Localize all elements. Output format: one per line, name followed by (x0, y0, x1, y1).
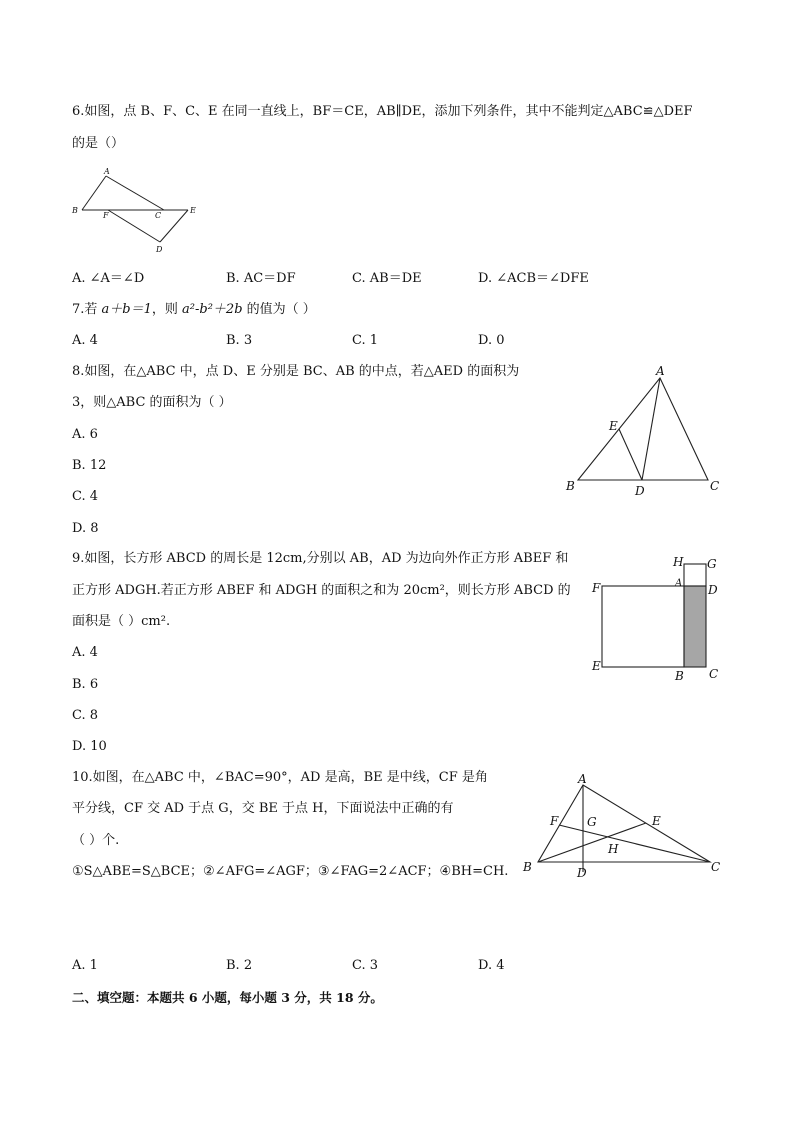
q10-stem-line1: 10.如图，在△ABC 中，∠BAC=90°，AD 是高，BE 是中线，CF 是角 (72, 770, 488, 785)
q9-label-d: D (708, 583, 718, 597)
q9-option-d: D. 10 (72, 739, 107, 754)
q8-label-e: E (609, 419, 618, 433)
q9-label-e: E (592, 659, 601, 673)
q10-label-a: A (578, 772, 587, 786)
q6-label-a: A (104, 167, 110, 176)
q7-option-a: A. 4 (72, 333, 98, 348)
q7-option-b: B. 3 (226, 333, 253, 348)
q10-stem-line3: （ ）个. (72, 833, 120, 848)
q10-label-f: F (550, 814, 559, 828)
q6-label-b: B (72, 206, 78, 215)
q9-label-h: H (673, 555, 684, 569)
q8-option-d: D. 8 (72, 521, 99, 536)
q7-stem-expr: a＋b＝1 (101, 302, 152, 317)
q7-stem-expr2: a²-b²＋2b (182, 302, 243, 317)
q9-figure (588, 550, 728, 690)
q8-option-c: C. 4 (72, 489, 99, 504)
q10-option-a: A. 1 (72, 958, 98, 973)
q8-option-b: B. 12 (72, 458, 107, 473)
q9-option-a: A. 4 (72, 645, 98, 660)
q10-label-b: B (523, 860, 532, 874)
q6-label-c: C (155, 211, 162, 220)
q9-stem-line2: 正方形 ADGH.若正方形 ABEF 和 ADGH 的面积之和为 20cm²，则长方形 ABCD 的 (72, 583, 571, 598)
q7-stem-mid: ，则 (151, 302, 183, 317)
q10-label-c: C (711, 860, 721, 874)
q9-label-a: A (675, 578, 683, 589)
q8-figure (562, 364, 732, 499)
q6-figure (68, 166, 208, 256)
q8-label-b: B (566, 479, 575, 493)
q9-label-b: B (675, 669, 684, 683)
q10-stem-line2: 平分线，CF 交 AD 于点 G，交 BE 于点 H，下面说法中正确的有 (72, 801, 454, 816)
q10-stem-line4: ①S△ABE=S△BCE；②∠AFG=∠AGF；③∠FAG=2∠ACF；④BH=CH. (72, 864, 509, 879)
q6-label-f: F (103, 211, 109, 220)
q7-option-d: D. 0 (478, 333, 505, 348)
q8-stem-line1: 8.如图，在△ABC 中，点 D、E 分别是 BC、AB 的中点，若△AED 的面积为 (72, 364, 520, 379)
q6-option-b: B. AC＝DF (226, 271, 296, 286)
q8-label-a: A (656, 364, 665, 378)
q9-label-f: F (592, 581, 601, 595)
q10-option-b: B. 2 (226, 958, 253, 973)
q10-option-d: D. 4 (478, 958, 505, 973)
q9-label-c: C (709, 667, 719, 681)
q9-option-c: C. 8 (72, 708, 99, 723)
q6-stem-line1: 6.如图，点 B、F、C、E 在同一直线上，BF＝CE，AB∥DE，添加下列条件，其中不能判定△ABC≌△DEF (72, 104, 693, 119)
q6-stem-line2: 的是（） (72, 136, 125, 151)
q9-option-b: B. 6 (72, 677, 99, 692)
q8-option-a: A. 6 (72, 427, 98, 442)
q10-figure (518, 770, 728, 885)
section2-heading: 二、填空题：本题共 6 小题，每小题 3 分，共 18 分。 (72, 990, 383, 1005)
q7-stem-pre: 7.若 (72, 302, 102, 317)
q7-stem (72, 301, 316, 319)
q9-label-g: G (707, 557, 717, 571)
q9-stem-line3: 面积是（ ）cm². (72, 614, 171, 629)
q9-stem-line1: 9.如图，长方形 ABCD 的周长是 12cm,分别以 AB，AD 为边向外作正方形 ABEF 和 (72, 551, 569, 566)
q10-label-d: D (577, 866, 587, 880)
q6-option-d: D. ∠ACB＝∠DFE (478, 271, 589, 286)
q6-label-e: E (190, 206, 196, 215)
q6-label-d: D (156, 245, 163, 254)
q10-option-c: C. 3 (352, 958, 379, 973)
q8-label-d: D (635, 484, 645, 498)
q6-option-a: A. ∠A＝∠D (72, 271, 145, 286)
q10-label-e: E (652, 814, 661, 828)
q7-stem-post: 的值为（ ） (242, 302, 316, 317)
q8-label-c: C (710, 479, 720, 493)
q10-label-g: G (587, 815, 597, 829)
q7-option-c: C. 1 (352, 333, 379, 348)
q8-stem-line2: 3，则△ABC 的面积为（ ） (72, 395, 232, 410)
q10-label-h: H (608, 842, 619, 856)
q6-option-c: C. AB＝DE (352, 271, 422, 286)
